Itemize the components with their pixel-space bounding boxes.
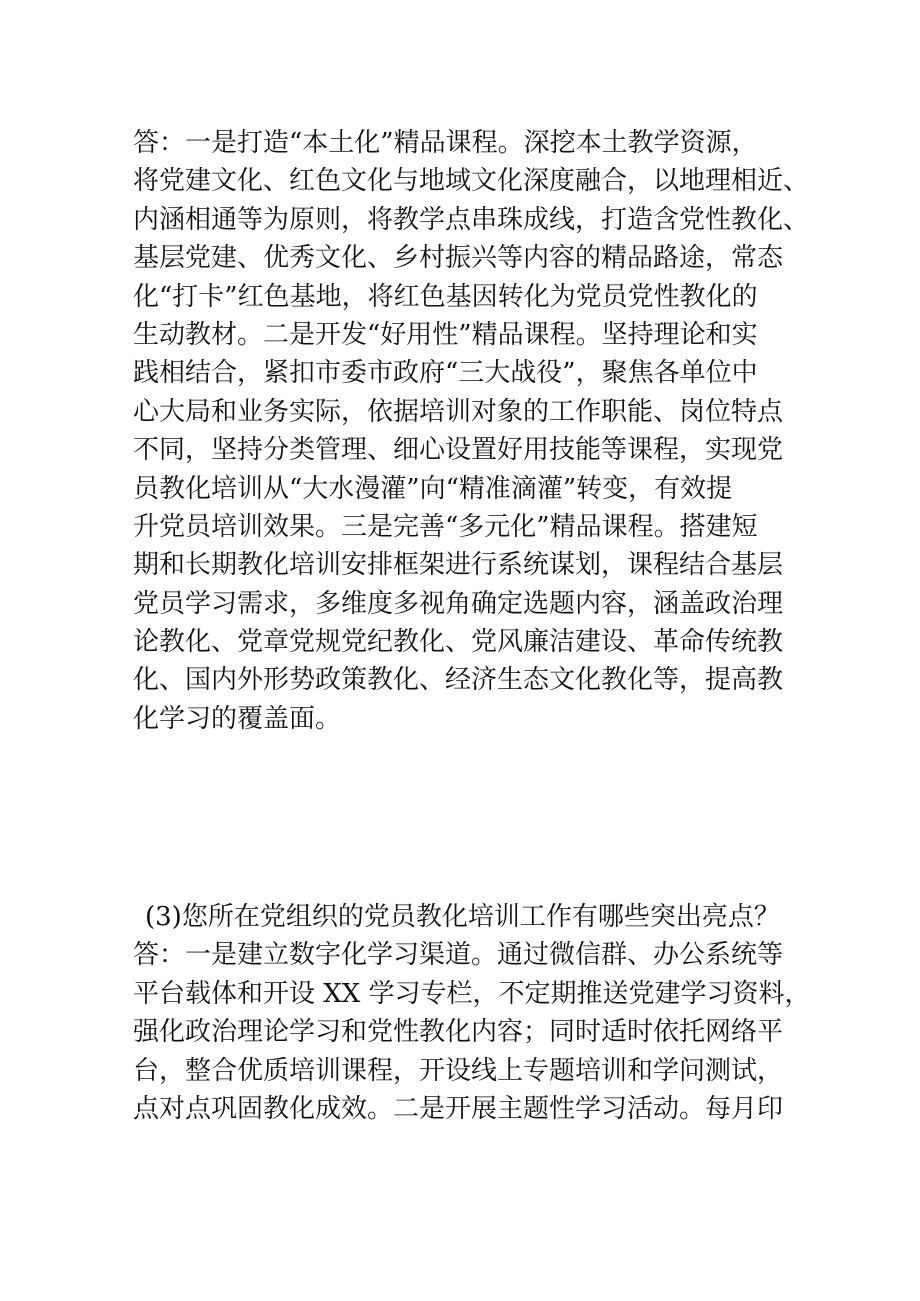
answer-paragraph-1 xyxy=(0,124,920,738)
text-line: 化学习的覆盖面。 xyxy=(133,703,342,734)
question-answer-paragraph-3 xyxy=(0,898,920,1128)
text-line: 答：一是建立数字化学习渠道。通过微信群、办公系统等 xyxy=(133,940,784,971)
text-line: 党员学习需求，多维度多视角确定选题内容，涵盖政治理 xyxy=(133,588,784,619)
text-line: 强化政治理论学习和党性教化内容；同时适时依托网络平 xyxy=(133,1017,784,1048)
text-line: 内涵相通等为原则，将教学点串珠成线，打造含党性教化、 xyxy=(133,204,810,235)
text-line: 期和长期教化培训安排框架进行系统谋划，课程结合基层 xyxy=(133,550,784,581)
text-line: 将党建文化、红色文化与地域文化深度融合，以地理相近、 xyxy=(133,166,810,197)
text-line: 基层党建、优秀文化、乡村振兴等内容的精品路途，常态 xyxy=(133,243,784,274)
text-line: 论教化、党章党规党纪教化、党风廉洁建设、革命传统教 xyxy=(133,627,784,658)
text-line: 点对点巩固教化成效。二是开展主题性学习活动。每月印 xyxy=(133,1093,784,1124)
text-line: 践相结合，紧扣市委市政府“三大战役”，聚焦各单位中 xyxy=(133,358,758,389)
text-line: 化、国内外形势政策教化、经济生态文化教化等，提高教 xyxy=(133,665,784,696)
text-line: 答：一是打造“本土化”精品课程。深挖本土教学资源， xyxy=(133,128,758,158)
question-heading: (3)您所在党组织的党员教化培训工作有哪些突出亮点？ xyxy=(145,902,780,932)
text-line: 员教化培训从“大水漫灌”向“精准滴灌”转变，有效提 xyxy=(133,473,733,504)
text-line: 升党员培训效果。三是完善“多元化”精品课程。搭建短 xyxy=(133,511,758,542)
text-line: 化“打卡”红色基地，将红色基因转化为党员党性教化的 xyxy=(133,281,758,312)
text-line: 不同，坚持分类管理、细心设置好用技能等课程，实现党 xyxy=(133,435,784,466)
text-line: 心大局和业务实际，依据培训对象的工作职能、岗位特点 xyxy=(133,396,784,427)
text-line: 平台载体和开设 XX 学习专栏，不定期推送党建学习资料， xyxy=(133,978,811,1009)
text-line: 台，整合优质培训课程，开设线上专题培训和学问测试， xyxy=(133,1055,784,1086)
text-line: 生动教材。二是开发“好用性”精品课程。坚持理论和实 xyxy=(133,319,758,350)
